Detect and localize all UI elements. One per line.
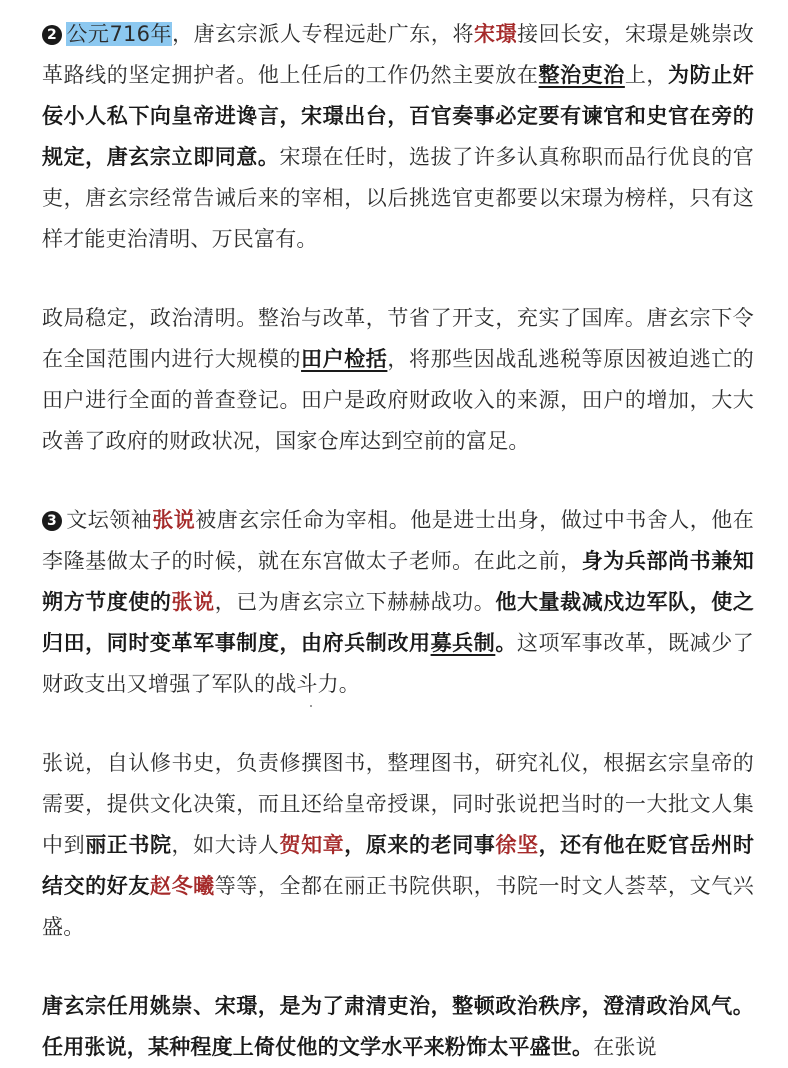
text: 政局稳定，政治清明。整治与改革，节省了开支，充实了国库。唐玄宗下令在全国范围内进行大规模的 — [42, 306, 754, 371]
text: 在张说 — [593, 1035, 657, 1059]
text: ，唐玄宗派人专程远赴广东，将 — [172, 22, 475, 46]
name-he-zhizhang: 贺知章 — [279, 833, 345, 857]
bold-text: 唐玄宗任用姚崇、宋璟，是为了肃清吏治，整顿政治秩序，澄清政治风气。任用张说，某种程度上倚仗他的文学水平来粉饰太平盛世。 — [42, 994, 754, 1059]
bold-text: 为防止奸佞小人私下向皇帝进谗言，宋璟出台，百官奏事必定要有谏官和史官在旁的规定，唐玄宗立即同意。 — [42, 63, 754, 169]
paragraph-tianhu — [42, 298, 754, 462]
paragraph-summary — [42, 986, 754, 1068]
bold-text: 原来的老同事 — [365, 833, 496, 857]
bold-text: ， — [344, 833, 366, 857]
name-song-jing: 宋璟 — [474, 22, 518, 46]
text: 张说，自认修书史，负责修撰图书，整理图书，研究礼仪，根据玄宗皇帝的需要，提供文化决策，而且还给皇帝授课，同时张说把当时的一大批文人集中到 — [42, 751, 754, 857]
highlighted-year[interactable]: 公元716年 — [66, 22, 173, 46]
number-badge-2: 2 — [42, 25, 62, 45]
text: 接回长安，宋璟是姚崇改革路线的坚定拥护者。他上任后的工作仍然主要放在 — [42, 22, 754, 87]
name-zhang-yue: 张说 — [171, 590, 215, 614]
bold-text: 他大量裁减戍边军队，使之归田，同时变革军事制度，由府兵制改用 — [42, 590, 755, 655]
text: ，已为唐玄宗立下赫赫战功。 — [214, 590, 496, 614]
text: ，如大诗人 — [171, 833, 280, 857]
bold-text: ，还有他在贬官岳州时结交的好友 — [42, 833, 755, 898]
text: ，将那些因战乱逃税等原因被迫逃亡的田户进行全面的普查登记。田户是政府财政收入的来源，田户的增加，大大改善了政府的财政状况，国家仓库达到空前的富足。 — [42, 347, 754, 453]
keyword-lizheng-shuyuan: 丽正书院 — [85, 833, 172, 857]
paragraph-lizheng-academy — [42, 743, 754, 948]
name-zhao-dongxi: 赵冬曦 — [149, 874, 215, 898]
bold-text: 。 — [495, 631, 517, 655]
stray-dot — [310, 705, 312, 707]
name-zhang-yue: 张说 — [152, 508, 196, 532]
text: 这项军事改革，既减少了财政支出又增强了军队的战斗力。 — [42, 631, 754, 696]
keyword-tianhu-jiankuo: 田户检括 — [301, 347, 388, 371]
text: 上， — [624, 63, 669, 87]
number-badge-3: 3 — [42, 511, 62, 531]
keyword-zhengzhi-lizhi: 整治吏治 — [538, 63, 625, 87]
paragraph-song-jing — [42, 14, 754, 260]
bold-text: 身为兵部尚书兼知朔方节度使的 — [42, 549, 754, 614]
text: 宋璟在任时，选拔了许多认真称职而品行优良的官吏，唐玄宗经常告诫后来的宰相，以后挑选官吏都要以宋璟为榜样，只有这样才能吏治清明、万民富有。 — [42, 145, 754, 251]
name-xu-jian: 徐坚 — [495, 833, 539, 857]
paragraph-zhang-yue — [42, 500, 754, 705]
text: 文坛领袖 — [66, 508, 153, 532]
keyword-mubingzhi: 募兵制 — [430, 631, 496, 655]
text: 被唐玄宗任命为宰相。他是进士出身，做过中书舍人，他在李隆基做太子的时候，就在东宫做太子老师。在此之前， — [42, 508, 754, 573]
text: 等等，全都在丽正书院供职，书院一时文人荟萃，文气兴盛。 — [42, 874, 754, 939]
